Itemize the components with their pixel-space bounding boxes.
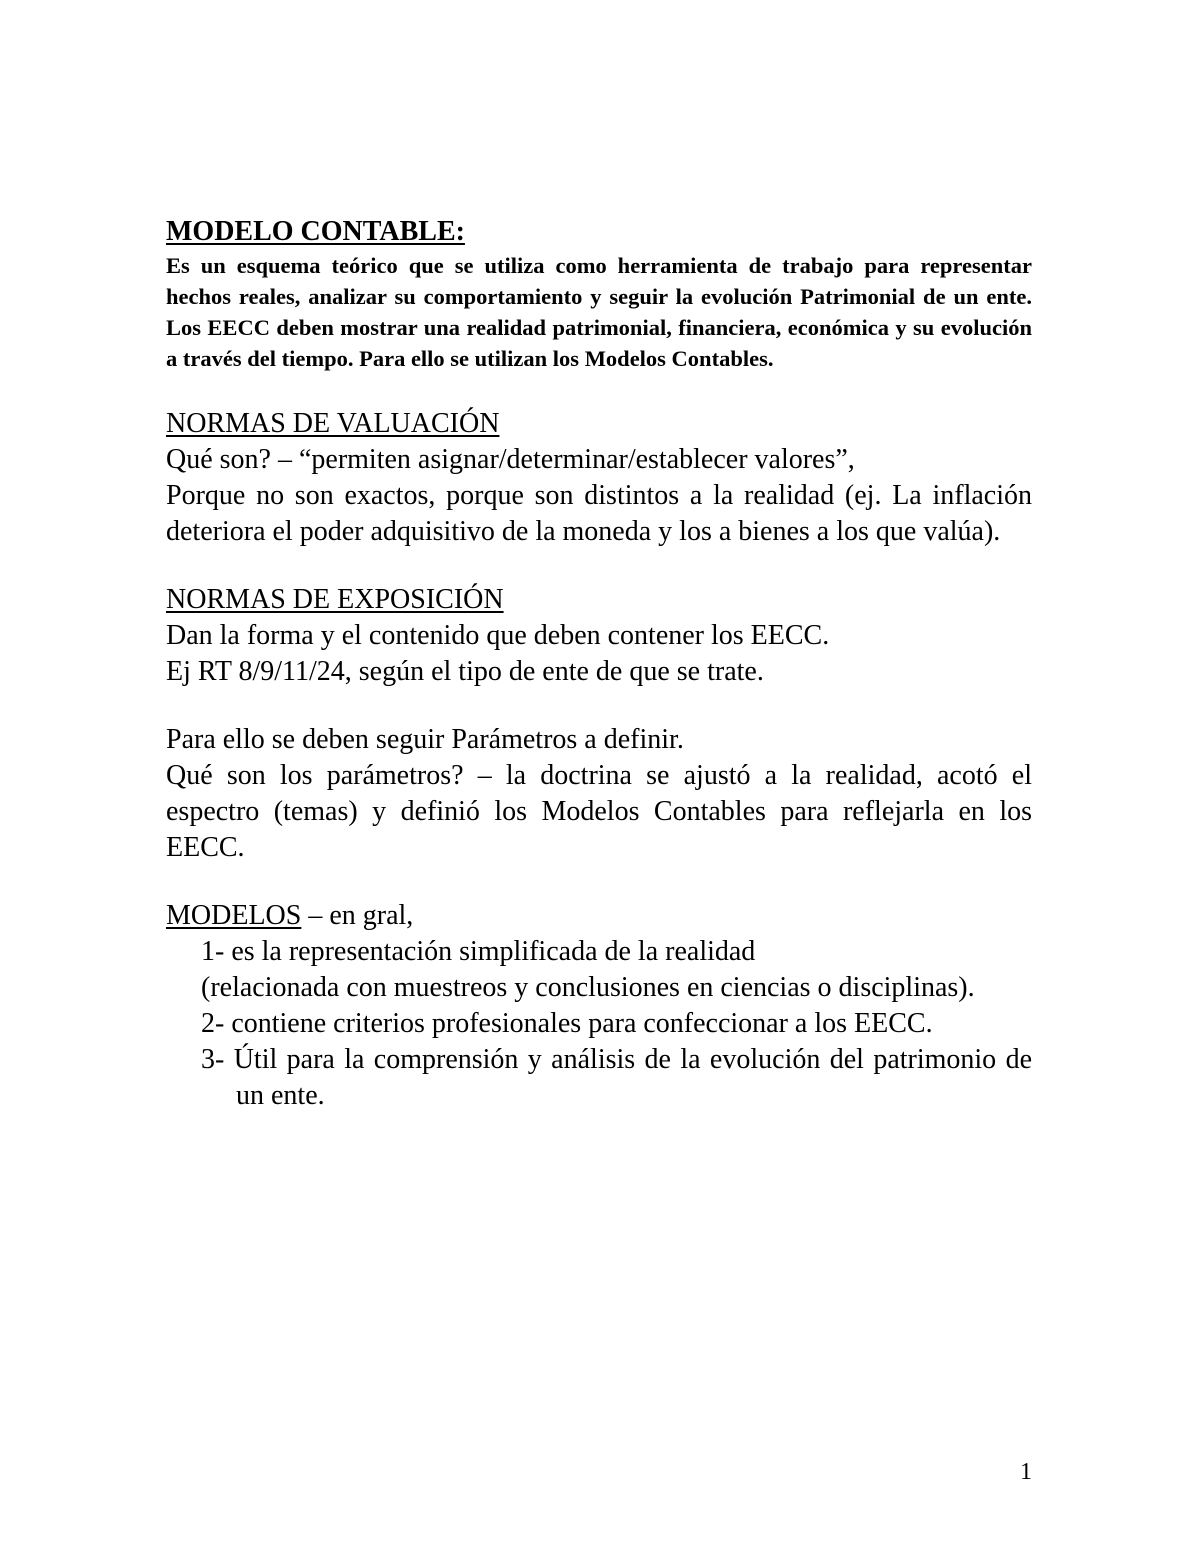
spacer xyxy=(166,374,1032,406)
paragraph-parametros-definicion: Qué son los parámetros? – la doctrina se ajustó a la realidad, acotó el espectro (temas) y definió los Modelos Contables para reflejarla en los EECC. xyxy=(166,760,1032,863)
paragraph-valuacion-que-son: Qué son? – “permiten asignar/determinar/establecer valores”, xyxy=(166,444,855,475)
heading-modelo-contable: MODELO CONTABLE: xyxy=(166,216,465,247)
list-item: 1- es la representación simplificada de la realidad xyxy=(201,936,756,967)
modelos-heading-line xyxy=(166,898,1032,934)
modelos-list xyxy=(166,934,1032,1114)
spacer xyxy=(166,690,1032,722)
page-number: 1 xyxy=(1020,1459,1032,1485)
paragraph-modelo-contable: Es un esquema teórico que se utiliza como herramienta de trabajo para representar hechos reales, analizar su comportamiento y seguir la evolución Patrimonial de un ente. Los EECC deben mostrar una realidad patrimonial, financiera, económica y su evolución a través del tiempo. Para ello se utilizan los Modelos Contables. xyxy=(166,253,1032,371)
paragraph-parametros-intro: Para ello se deben seguir Parámetros a definir. xyxy=(166,724,684,755)
heading-modelos: MODELOS xyxy=(166,900,302,931)
document-body xyxy=(166,214,1032,1114)
spacer xyxy=(166,866,1032,898)
paragraph-exposicion-forma: Dan la forma y el contenido que deben contener los EECC. xyxy=(166,620,830,651)
list-item-subtext: (relacionada con muestreos y conclusiones en ciencias o disciplinas). xyxy=(201,972,975,1003)
heading-normas-valuacion: NORMAS DE VALUACIÓN xyxy=(166,408,500,439)
paragraph-exposicion-ejemplo: Ej RT 8/9/11/24, según el tipo de ente de que se trate. xyxy=(166,656,764,687)
spacer xyxy=(166,550,1032,582)
list-item: 2- contiene criterios profesionales para confeccionar a los EECC. xyxy=(201,1008,933,1039)
list-item: 3- Útil para la comprensión y análisis de la evolución del patrimonio de un ente. xyxy=(201,1044,1032,1111)
paragraph-valuacion-porque: Porque no son exactos, porque son distintos a la realidad (ej. La inflación deteriora el poder adquisitivo de la moneda y los a bienes a los que valúa). xyxy=(166,480,1032,547)
modelos-heading-suffix: – en gral, xyxy=(301,900,414,931)
heading-normas-exposicion: NORMAS DE EXPOSICIÓN xyxy=(166,584,504,615)
